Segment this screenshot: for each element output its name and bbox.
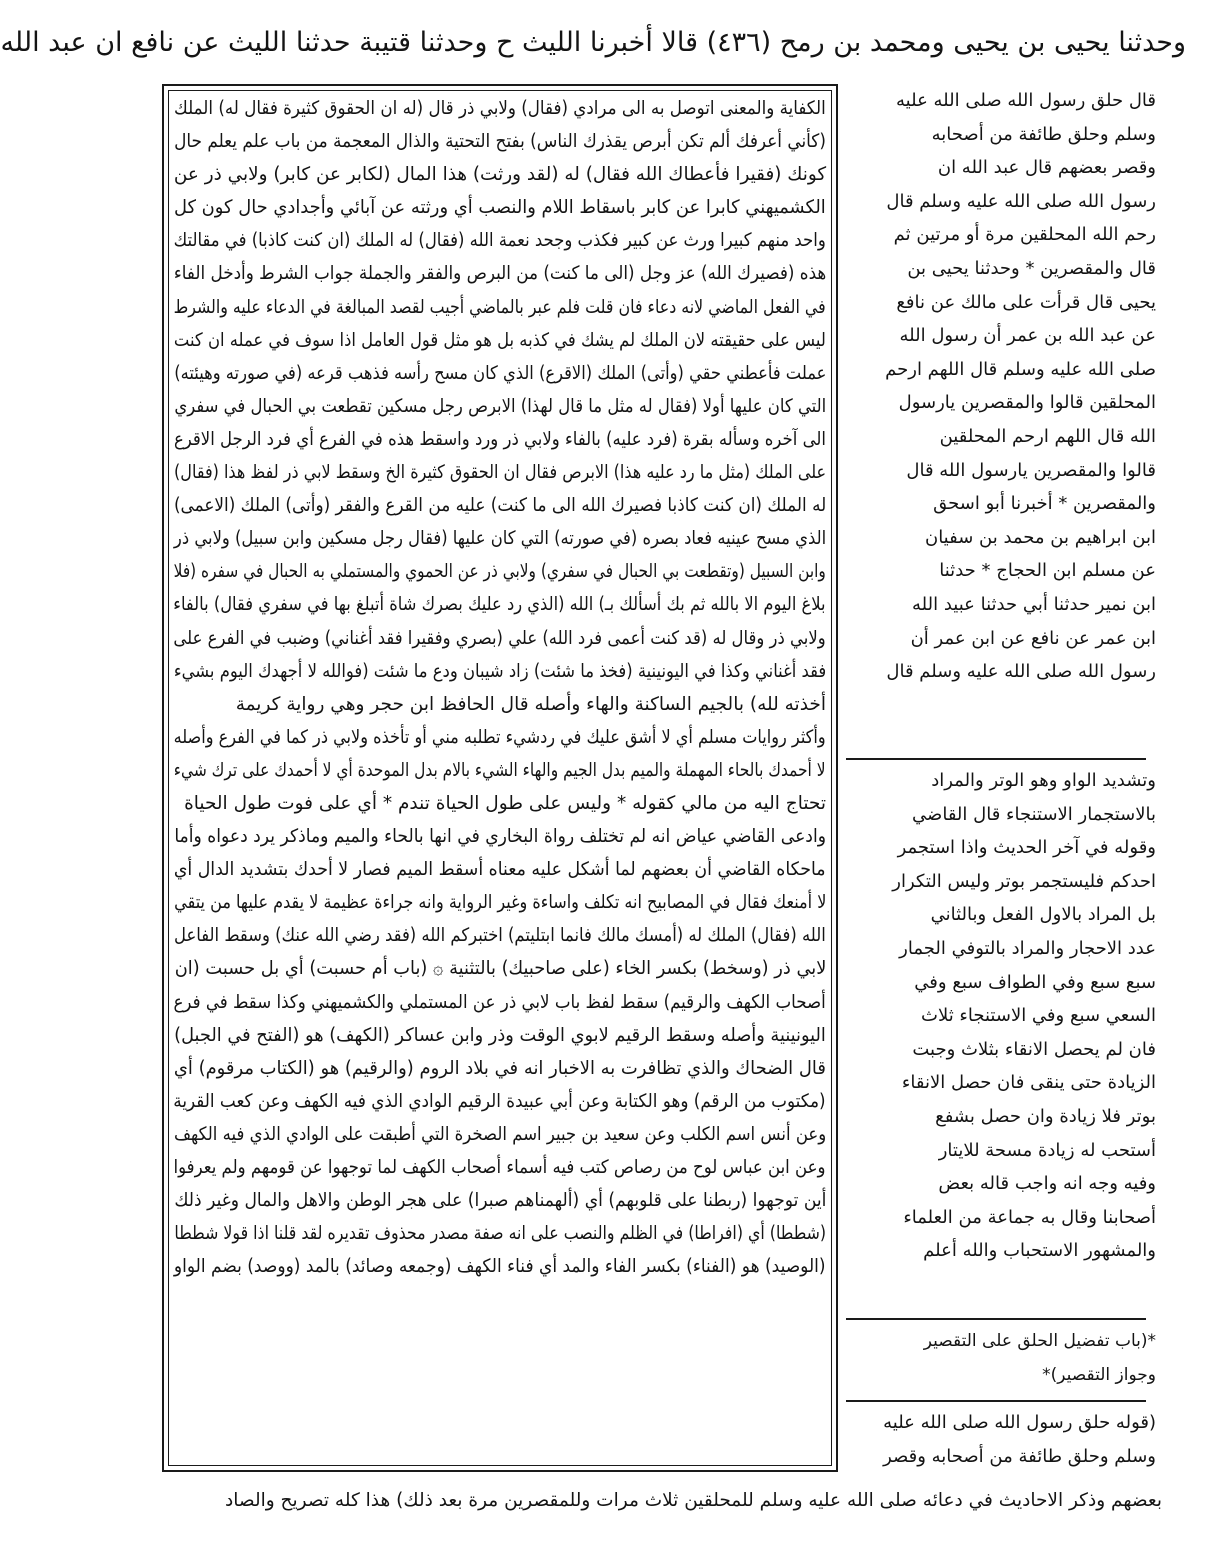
text-line: كونك (فقيرا فأعطاك الله فقال) له (لقد ورثت) هذا المال (لكابر عن كابر) ولابي ذر عن xyxy=(173,164,826,186)
text-line: قالوا والمقصرين يارسول الله قال xyxy=(906,459,1156,481)
text-line: وأكثر روايات مسلم أي لا أشق عليك في ردشيء تطلبه مني أو تأخذه ولابي ذر كما في الفرع وأصله xyxy=(173,726,826,748)
text-line: يحيى قال قرأت على مالك عن نافع xyxy=(896,291,1156,313)
heading-line: وجواز التقصير)* xyxy=(1042,1365,1156,1385)
text-line: بلاغ اليوم الا بالله ثم بك أسألك بـ) الله (الذي رد عليك بصرك شاة أتبلغ بها في سفري فقال) بالفاء xyxy=(173,594,826,616)
text-line: وتشديد الواو وهو الوتر والمراد xyxy=(931,770,1156,791)
text-line: (مكتوب من الرقم) وهو الكتابة وعن أبي عبيدة الرقيم الوادي الذي فيه الكهف وعن كعب القرية xyxy=(173,1090,826,1112)
text-line: رسول الله صلى الله عليه وسلم قال xyxy=(886,661,1156,683)
text-line: ولابي ذر وقال له (قد كنت أعمى فرد الله) علي (بصري وفقيرا فقد أغناني) وضبب في الفرع على xyxy=(173,627,826,649)
text-line: لا أمنعك فقال في المصابيح انه تكلف واساءة وغير الرواية وانه جراءة عظيمة لا يقدم عليها من يتقي xyxy=(173,892,826,914)
text-line: ابن عمر عن نافع عن ابن عمر أن xyxy=(910,627,1156,649)
text-line: بالاستجمار الاستنجاء قال القاضي xyxy=(912,803,1156,825)
text-line: فقد أغناني وكذا في اليونينية (فخذ ما شئت) زاد شيبان ودع ما شئت (فوالله لا أجهدك اليوم بشيء xyxy=(173,660,826,682)
text-line: ابن نمير حدثنا أبي حدثنا عبيد الله xyxy=(912,593,1156,615)
text-line: الى آخره وسأله بقرة (فرد عليه) بالفاء ولابي ذر ورد واسقط هذه في الفرع أي فرد الرجل الاقرع xyxy=(174,428,826,450)
text-line: قال والمقصرين * وحدثنا يحيى بن xyxy=(907,257,1156,279)
text-line: أصحابنا وقال به جماعة من العلماء xyxy=(903,1206,1156,1228)
text-line: الذي مسح عينيه فعاد بصره (في صورته) التي كان عليها (فقال رجل مسكين وابن سبيل) ولابي ذر xyxy=(173,528,826,550)
text-line: وعن ابن عباس لوح من رصاص كتب فيه أسماء أصحاب الكهف لما توجهوا عن قومهم ولم يعرفوا xyxy=(173,1157,826,1178)
text-line: قال حلق رسول الله صلى الله عليه xyxy=(896,90,1156,111)
text-line: الزيادة حتى ينقى فان حصل الانقاء xyxy=(901,1072,1156,1094)
commentary-continuation xyxy=(844,1406,1156,1473)
text-line: (قوله حلق رسول الله صلى الله عليه xyxy=(883,1412,1156,1433)
text-line: وسلم وحلق طائفة من أصحابه وقصر xyxy=(883,1445,1156,1467)
text-line: لابي ذر (وسخط) بكسر الخاء (على صاحبيك) بالتثنية ۞ (باب أم حسبت) أي بل حسبت (ان xyxy=(174,958,826,980)
text-line: وقوله في آخر الحديث واذا استجمر xyxy=(897,837,1156,859)
main-commentary-box xyxy=(162,84,838,1472)
text-line: والمقصرين * أخبرنا أبو اسحق xyxy=(933,493,1156,515)
text-line: (كأني أعرفك ألم تكن أبرص يقذرك الناس) بفتح التحتية والذال المعجمة من باب علم يعلم حال xyxy=(174,131,826,153)
page-header xyxy=(0,12,1186,74)
main-commentary-text xyxy=(174,92,826,1283)
text-line: وفيه وجه انه واجب قاله بعض xyxy=(938,1173,1156,1195)
separator-line xyxy=(846,758,1146,760)
text-line: قال الضحاك والذي تظافرت به الاخبار انه في بلاد الروم (والرقيم) هو (الكتاب مرقوم) أي xyxy=(173,1057,826,1079)
text-line: وابن السبيل (وتقطعت بي الحبال في سفري) ولابي ذر عن الحموي والمستملي به الحبال في سفره (فلا xyxy=(173,561,826,583)
text-line: السعي سبع وفي الاستنجاء ثلاث xyxy=(921,1005,1156,1027)
heading-line: *(باب تفضيل الحلق على التقصير xyxy=(923,1331,1156,1351)
text-line: الله (فقال) الملك له (أمسك مالك فانما ابتليتم) اختبركم الله (فقد رضي الله عنك) وسقط الفاعل xyxy=(174,925,826,947)
text-line: ليس على حقيقته لان الملك لم يشك في كذبه بل هو مثل قول العامل اذا سوف في عمله ان كنت xyxy=(174,329,826,351)
text-line: (الوصيد) هو (الفناء) بكسر الفاء والمد أي فناء الكهف (وجمعه وصائد) بالمد (ووصد) بضم الواو xyxy=(174,1256,826,1278)
text-line: الله قال اللهم ارحم المحلقين xyxy=(939,425,1156,447)
text-line: وعن أنس اسم الكلب وعن سعيد بن جبير اسم الصخرة التي أطبقت على الوادي الذي فيه الكهف xyxy=(173,1123,826,1145)
text-line: في الفعل الماضي لانه دعاء فان قلت فلم عبر بالماضي أجيب لقصد المبالغة في الدعاء عليه والشرط xyxy=(173,296,826,318)
text-line: عدد الاحجار والمراد بالتوفي الجمار xyxy=(899,937,1156,959)
text-line: سبع سبع وفي الطواف سبع وفي xyxy=(914,971,1156,993)
separator-line xyxy=(846,1318,1146,1320)
text-line: عملت فأعطني حقي (وأتى) الملك (الاقرع) الذي كان مسح رأسه فذهب قرعه (في صورته وهيئته) xyxy=(173,362,826,384)
text-line: عن مسلم ابن الحجاج * حدثنا xyxy=(939,560,1156,582)
text-line: أستحب له زيادة مسحة للايتار xyxy=(938,1139,1156,1161)
text-line: تحتاج اليه من مالي كقوله * وليس على طول الحياة تندم * أي على فوت طول الحياة xyxy=(184,792,826,814)
text-line: رسول الله صلى الله عليه وسلم قال xyxy=(886,190,1156,212)
text-line: وادعى القاضي عياض انه لم تختلف رواة البخاري في انها بالحاء والميم وماذكر يرد دعواه وأما xyxy=(174,826,826,848)
text-line: الكشميهني كابرا عن كابر باسقاط اللام والنصب أي ورثته عن آبائي وأجدادي حال كون كل xyxy=(174,197,826,219)
header-text: وحدثنا يحيى بن يحيى ومحمد بن رمح (٤٣٦) قالا أخبرنا الليث ح وحدثنا قتيبة حدثنا الليث عن نافع ان عبد الله xyxy=(0,27,1186,58)
text-line: فان لم يحصل الانقاء بثلاث وجبت xyxy=(912,1038,1156,1060)
text-line: رحم الله المحلقين مرة أو مرتين ثم xyxy=(893,224,1156,246)
text-line: بوتر فلا زيادة وان حصل بشفع xyxy=(935,1105,1156,1127)
text-line: بعضهم وذكر الاحاديث في دعائه صلى الله عليه وسلم للمحلقين ثلاث مرات وللمقصرين مرة بعد ذلك) هذا كله تصريح والصاد xyxy=(225,1490,1162,1511)
text-line: أخذته لله) بالجيم الساكنة والهاء وأصله قال الحافظ ابن حجر وهي رواية كريمة xyxy=(235,693,826,715)
page-footer-text xyxy=(162,1484,1162,1554)
text-line: هذه (فصيرك الله) عز وجل (الى ما كنت) من البرص والفقر والجملة جواب الشرط وأدخل الفاء xyxy=(173,263,826,285)
text-line: ابن ابراهيم بن محمد بن سفيان xyxy=(924,526,1156,548)
text-line: عن عبد الله بن عمر أن رسول الله xyxy=(899,325,1156,347)
text-line: له الملك (ان كنت كاذبا فصيرك الله الى ما كنت) عليه من القرع والفقر (وأتى) الملك (الاعمى) xyxy=(173,495,826,517)
hadith-text-column xyxy=(844,84,1156,689)
text-line: واحد منهم كبيرا ورث عن كبير فكذب وجحد نعمة الله (فقال) له الملك (ان كنت كاذبا) في مقالتك xyxy=(173,230,826,252)
text-line: أين توجهوا (ربطنا على قلوبهم) أي (ألهمناهم صبرا) على هجر الوطن والاهل والمال وغير ذلك xyxy=(173,1190,826,1212)
text-line: ماحكاه القاضي أن بعضهم لما أشكل عليه معناه أسقط الميم فصار لا أحدك بتشديد الدال أي xyxy=(174,859,826,881)
text-line: لا أحمدك بالحاء المهملة والميم بدل الجيم والهاء الشيء بالام بدل الموحدة أي لا أحمدك على ترك شيء xyxy=(174,759,826,781)
text-line: أصحاب الكهف والرقيم) سقط لفظ باب لابي ذر عن المستملي والكشميهني وكذا سقط في فرع xyxy=(173,991,826,1013)
text-line: صلى الله عليه وسلم قال اللهم ارحم xyxy=(885,358,1156,380)
text-line: (شططا) أي (افراطا) في الظلم والنصب على انه صفة مصدر محذوف تقديره لقد قلنا اذا قولا شططا xyxy=(174,1223,826,1245)
separator-line xyxy=(846,1400,1146,1402)
text-line: الكفاية والمعنى اتوصل به الى مرادي (فقال) ولابي ذر قال (له ان الحقوق كثيرة فقال له) الملك xyxy=(174,98,826,119)
text-line: وقصر بعضهم قال عبد الله ان xyxy=(937,157,1156,179)
text-line: المحلقين قالوا والمقصرين يارسول xyxy=(898,392,1156,414)
nawawi-commentary-column xyxy=(844,764,1156,1268)
text-line: على الملك (مثل ما رد عليه هذا) الابرص فقال ان الحقوق كثيرة الخ وسقط لابي ذر لفظ هذا (فقال) xyxy=(173,462,826,484)
chapter-heading xyxy=(844,1324,1156,1392)
text-line: اليونينية وأصله وسقط الرقيم لابوي الوقت وذر وابن عساكر (الكهف) هو (الفتح في الجبل) xyxy=(174,1024,826,1046)
text-line: احدكم فليستجمر بوتر وليس التكرار xyxy=(892,870,1156,892)
text-line: التي كان عليها أولا (فقال له مثل ما قال لهذا) الابرص رجل مسكين تقطعت بي الحبال في سفري xyxy=(174,395,826,417)
text-line: والمشهور الاستحباب والله أعلم xyxy=(923,1240,1156,1262)
text-line: وسلم وحلق طائفة من أصحابه xyxy=(931,123,1156,145)
text-line: بل المراد بالاول الفعل وبالثاني xyxy=(930,904,1156,926)
